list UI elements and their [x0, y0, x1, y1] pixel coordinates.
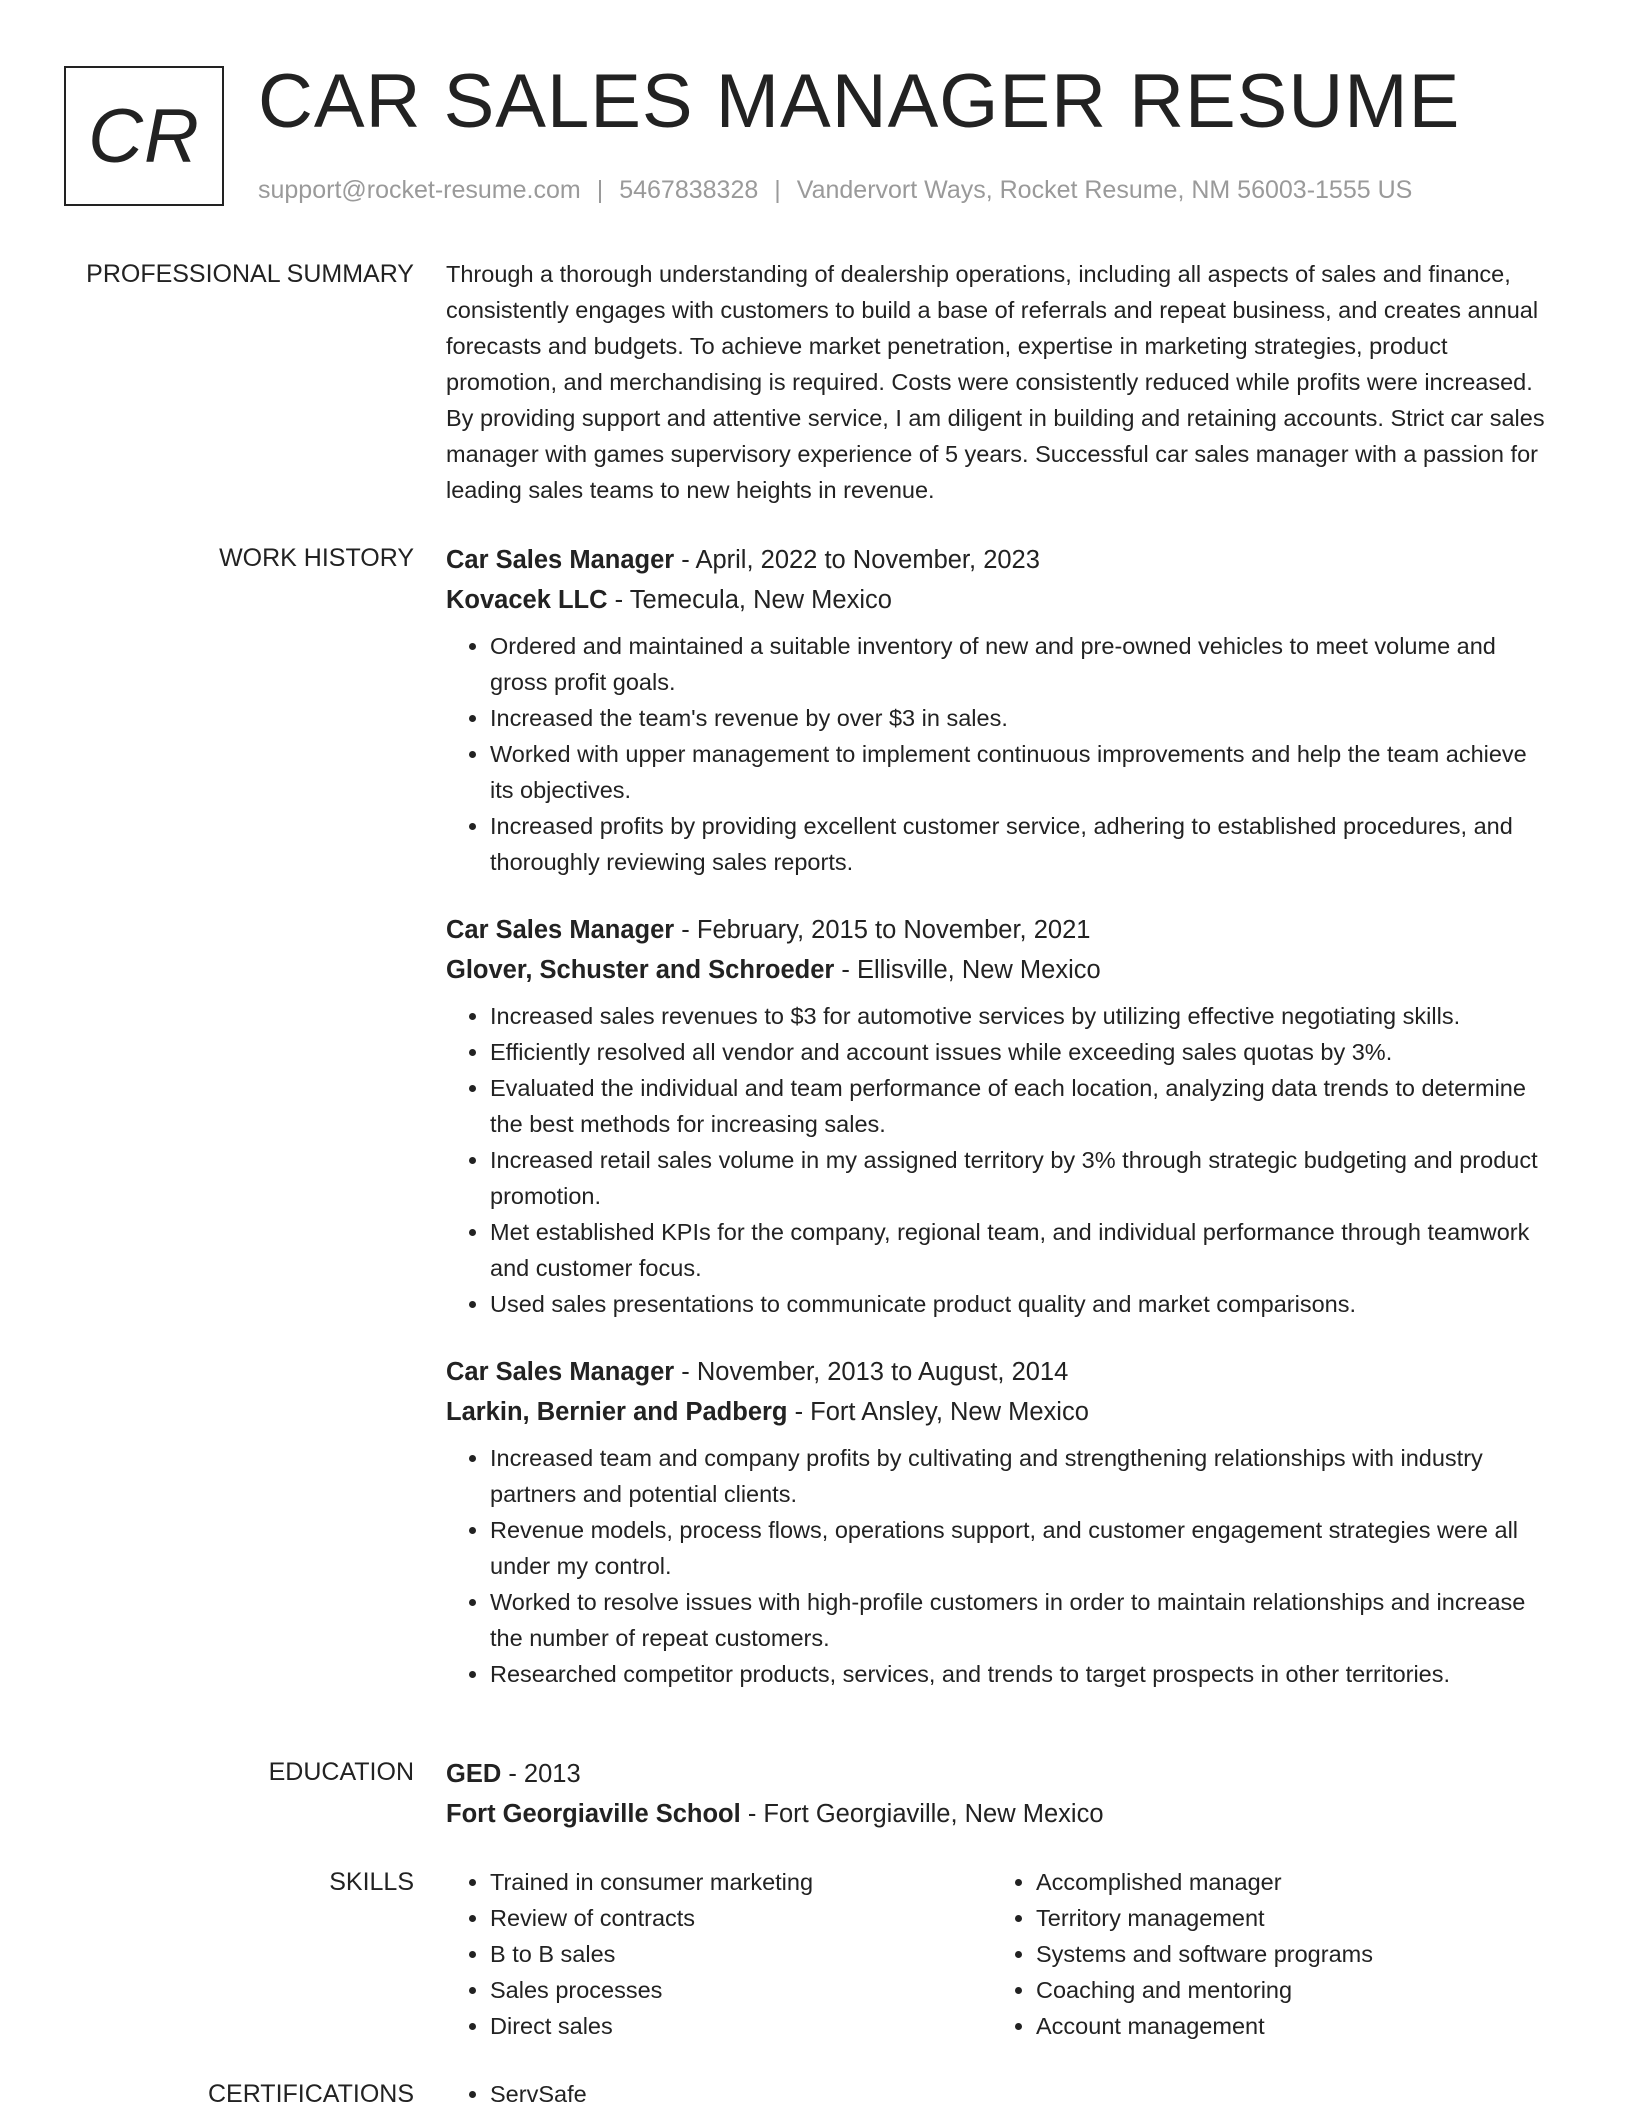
- list-item: • Direct sales: [490, 2008, 992, 2044]
- education-body: [446, 1754, 1556, 1834]
- job-title-line: [446, 1352, 1556, 1392]
- job-dates: - February, 2015 to November, 2021: [674, 916, 1091, 944]
- list-item: • Review of contracts: [490, 1900, 992, 1936]
- education-year: - 2013: [501, 1760, 581, 1788]
- job-bullets: [446, 1440, 1556, 1692]
- list-item: • Sales processes: [490, 1972, 992, 2008]
- skills-list-right: [992, 1864, 1538, 2044]
- job-company-line: [446, 580, 1556, 620]
- list-item: • B to B sales: [490, 1936, 992, 1972]
- certifications-heading: CERTIFICATIONS: [207, 2080, 414, 2108]
- work-heading: WORK HISTORY: [219, 544, 414, 572]
- education-degree: GED: [446, 1760, 502, 1788]
- list-item: • Worked with upper management to implement continuous improvements and help the team achieve its objectives.: [490, 736, 1556, 808]
- contact-email: support@rocket-resume.com: [258, 176, 581, 204]
- work-body: [446, 540, 1556, 1692]
- job-title: Car Sales Manager: [446, 1358, 675, 1386]
- job-location: - Temecula, New Mexico: [607, 586, 892, 614]
- resume-title: CAR SALES MANAGER RESUME: [258, 59, 1461, 144]
- contact-address: Vandervort Ways, Rocket Resume, NM 56003-1555 US: [796, 176, 1413, 204]
- skills-list-left: [446, 1864, 992, 2044]
- job-bullets: [446, 628, 1556, 880]
- list-item: • Evaluated the individual and team performance of each location, analyzing data trends to determine the best methods for increasing sales.: [490, 1070, 1556, 1142]
- list-item: • Trained in consumer marketing: [490, 1864, 992, 1900]
- contact-separator: |: [774, 176, 781, 204]
- job-company: Larkin, Bernier and Padberg: [446, 1398, 788, 1426]
- skills-columns: [446, 1864, 1556, 2044]
- list-item: • Territory management: [1036, 1900, 1538, 1936]
- list-item: • Worked to resolve issues with high-profile customers in order to maintain relationships and increase the number of repeat customers.: [490, 1584, 1556, 1656]
- list-item: • Efficiently resolved all vendor and account issues while exceeding sales quotas by 3%.: [490, 1034, 1556, 1070]
- list-item: • Revenue models, process flows, operations support, and customer engagement strategies were all under my control.: [490, 1512, 1556, 1584]
- job-dates: - April, 2022 to November, 2023: [674, 546, 1040, 574]
- list-item: • Increased sales revenues to $3 for automotive services by utilizing effective negotiating skills.: [490, 998, 1556, 1034]
- job-company: Kovacek LLC: [446, 586, 608, 614]
- list-item: • Researched competitor products, services, and trends to target prospects in other territories.: [490, 1656, 1556, 1692]
- list-item: • Systems and software programs: [1036, 1936, 1538, 1972]
- summary-body: [446, 256, 1556, 508]
- job-company: Glover, Schuster and Schroeder: [446, 956, 835, 984]
- education-degree-line: [446, 1754, 1556, 1794]
- certifications-body: [446, 2076, 1556, 2112]
- monogram-logo: CR: [64, 66, 224, 206]
- skills-heading: SKILLS: [329, 1868, 414, 1896]
- job-entry: [446, 910, 1556, 1322]
- contact-separator: |: [596, 176, 604, 204]
- list-item: • Ordered and maintained a suitable inventory of new and pre-owned vehicles to meet volume and gross profit goals.: [490, 628, 1556, 700]
- job-entry: [446, 1352, 1556, 1692]
- job-company-line: [446, 950, 1556, 990]
- job-title: Car Sales Manager: [446, 546, 675, 574]
- job-dates: - November, 2013 to August, 2014: [674, 1358, 1069, 1386]
- list-item: • ServSafe: [490, 2076, 992, 2112]
- skills-body: [446, 1864, 1556, 2044]
- list-item: • Account management: [1036, 2008, 1538, 2044]
- job-entry: [446, 540, 1556, 880]
- certifications-list: [446, 2076, 992, 2112]
- job-company-line: [446, 1392, 1556, 1432]
- job-location: - Fort Ansley, New Mexico: [787, 1398, 1089, 1426]
- list-item: • Increased team and company profits by cultivating and strengthening relationships with industry partners and potential clients.: [490, 1440, 1556, 1512]
- education-school: Fort Georgiaville School: [446, 1800, 741, 1828]
- list-item: • Used sales presentations to communicate product quality and market comparisons.: [490, 1286, 1556, 1322]
- list-item: • Accomplished manager: [1036, 1864, 1538, 1900]
- list-item: • Increased profits by providing excellent customer service, adhering to established procedures, and thoroughly reviewing sales reports.: [490, 808, 1556, 880]
- list-item: • Coaching and mentoring: [1036, 1972, 1538, 2008]
- contact-line: [258, 174, 1412, 206]
- education-school-line: [446, 1794, 1556, 1834]
- job-title-line: [446, 540, 1556, 580]
- contact-phone: 5467838328: [619, 176, 759, 204]
- summary-heading: PROFESSIONAL SUMMARY: [86, 260, 414, 288]
- job-title: Car Sales Manager: [446, 916, 675, 944]
- certifications-columns: [446, 2076, 1556, 2112]
- job-location: - Ellisville, New Mexico: [834, 956, 1101, 984]
- list-item: • Met established KPIs for the company, regional team, and individual performance through teamwork and customer focus.: [490, 1214, 1556, 1286]
- summary-text: Through a thorough understanding of dealership operations, including all aspects of sales and finance, consistently engages with customers to build a base of referrals and repeat business, and creates annual forecasts and budgets. To achieve market penetration, expertise in marketing strategies, product promotion, and merchandising is required. Costs were consistently reduced while profits were increased. By providing support and attentive service, I am diligent in building and retaining accounts. Strict car sales manager with games supervisory experience of 5 years. Successful car sales manager with a passion for leading sales teams to new heights in revenue.: [446, 261, 1545, 503]
- education-location: - Fort Georgiaville, New Mexico: [740, 1800, 1104, 1828]
- job-title-line: [446, 910, 1556, 950]
- job-bullets: [446, 998, 1556, 1322]
- list-item: • Increased the team's revenue by over $3 in sales.: [490, 700, 1556, 736]
- education-heading: EDUCATION: [268, 1758, 414, 1786]
- list-item: • Increased retail sales volume in my assigned territory by 3% through strategic budgeting and product promotion.: [490, 1142, 1556, 1214]
